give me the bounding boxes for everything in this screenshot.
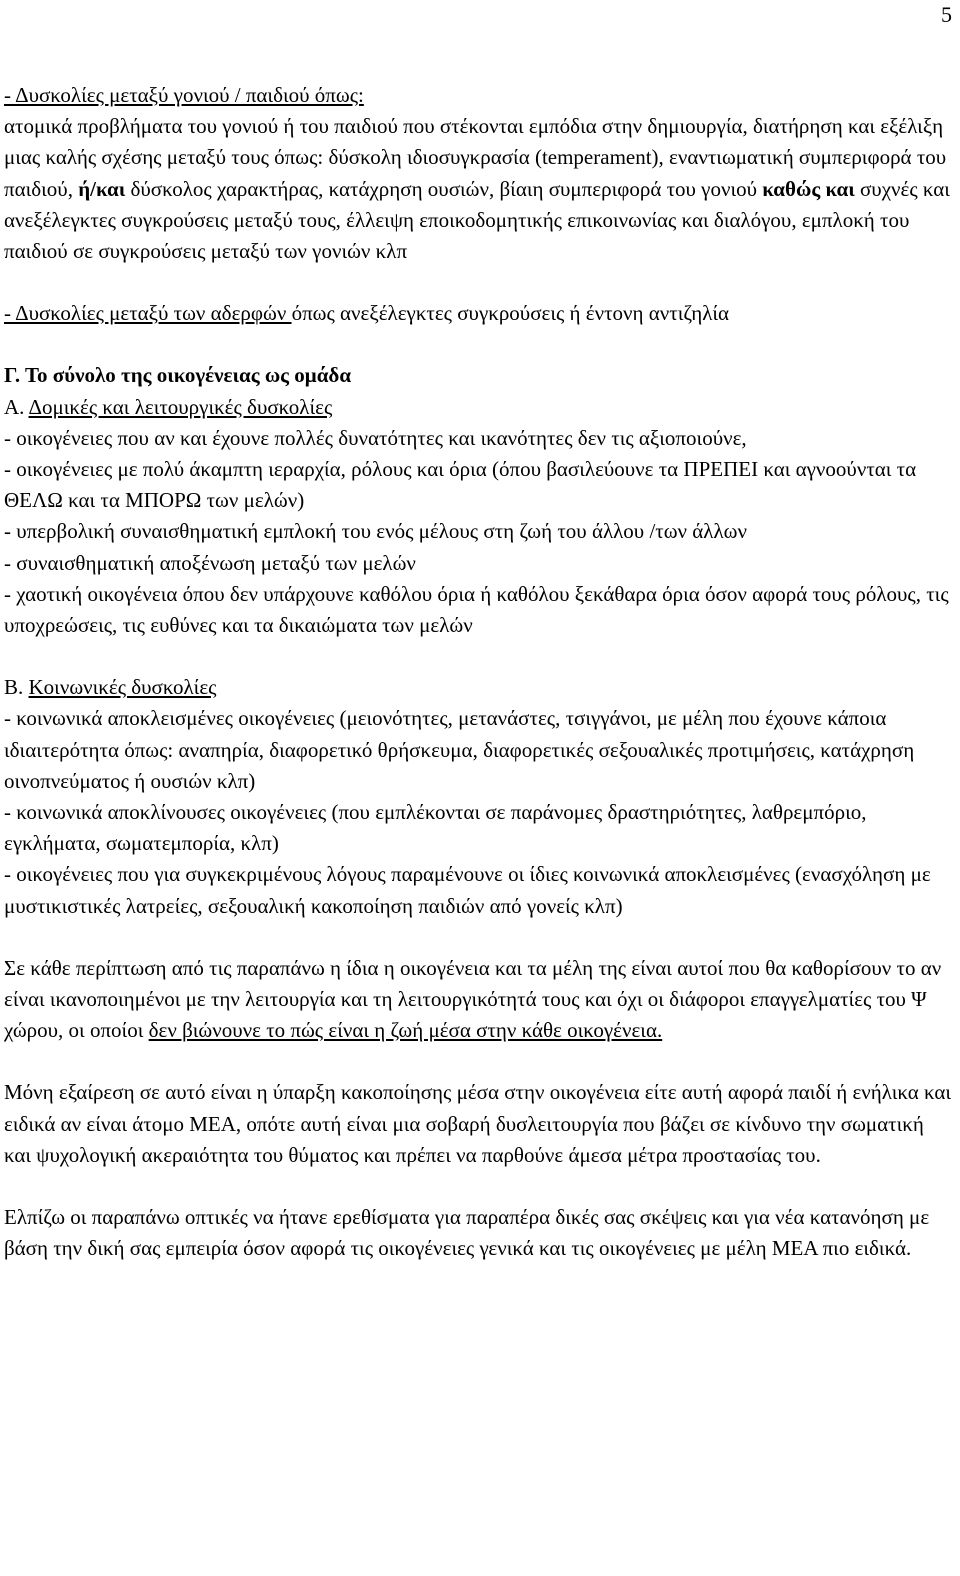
- siblings-paragraph: [4, 298, 956, 329]
- parent-child-bold-1: ή/και: [78, 176, 126, 201]
- parent-child-text-1: ατομικά προβλήματα του γονιού ή του παιδιού που στέκονται εμπόδια στην δημιουργία, διατήρηση και εξέλιξη μιας καλής σχέσης μεταξύ τους όπως: δύσκολη ιδιοσυγκρασία (temperament), εναντιωματική συμπεριφορά του παιδιού,: [4, 114, 947, 201]
- parent-child-bold-2: καθώς και: [762, 176, 855, 201]
- sub-b-prefix: Β.: [4, 675, 29, 700]
- parent-child-heading: - Δυσκολίες μεταξύ γονιού / παιδιού όπως:: [4, 83, 364, 107]
- conclusion-underlined: δεν βιώνουνε το πώς είναι η ζωή μέσα στην κάθε οικογένεια.: [148, 1018, 663, 1043]
- list-item-b: - κοινωνικά αποκλεισμένες οικογένειες (μειονότητες, μετανάστες, τσιγγάνοι, με μέλη που έχουνε κάποια ιδιαιτερότητα όπως: αναπηρία, διαφορετικό θρήσκευμα, διαφορετικές σεξουαλικές προτιμήσεις, κατάχρηση οινοπνεύματος ή ουσιών κλπ): [4, 706, 915, 793]
- sub-b-heading: [4, 672, 956, 703]
- exception-paragraph: Μόνη εξαίρεση σε αυτό είναι η ύπαρξη κακοποίησης μέσα στην οικογένεια είτε αυτή αφορά παιδί ή ενήλικα και ειδικά αν είναι άτομο ΜΕΑ, οπότε αυτή είναι μια σοβαρή δυσλειτουργία που βάζει σε κίνδυνο την σωματική και ψυχολογική ακεραιότητα του θύματος και πρέπει να παρθούνε άμεσα μέτρα προστασίας του.: [4, 1080, 952, 1167]
- siblings-heading: - Δυσκολίες μεταξύ των αδερφών: [4, 301, 292, 326]
- list-item-b: - κοινωνικά αποκλίνουσες οικογένειες (που εμπλέκονται σε παράνομες δραστηριότητες, λαθρεμπόριο, εγκλήματα, σωματεμπορία, κλπ): [4, 800, 867, 856]
- page-number: 5: [941, 2, 952, 27]
- sub-a-prefix: Α.: [4, 394, 29, 419]
- conclusion-text: Σε κάθε περίπτωση από τις παραπάνω η ίδια η οικογένεια και τα μέλη της είναι αυτοί που θα καθορίσουν το αν είναι ικανοποιημένοι με την λειτουργία και τη λειτουργικότητά τους και όχι οι διάφοροι επαγγελματίες του Ψ χώρου, οι οποίοι: [4, 955, 942, 1043]
- closing-paragraph: Ελπίζω οι παραπάνω οπτικές να ήτανε ερεθίσματα για παραπέρα δικές σας σκέψεις και για νέα κατανόηση με βάση την δική σας εμπειρία όσον αφορά τις οικογένειες γενικά και τις οικογένειες με μέλη ΜΕΑ πιο ειδικά.: [4, 1205, 930, 1261]
- siblings-text: όπως ανεξέλεγκτες συγκρούσεις ή έντονη αντιζηλία: [291, 301, 730, 326]
- list-item-a: - συναισθηματική αποξένωση μεταξύ των μελών: [4, 550, 416, 575]
- list-item-a: - οικογένειες που αν και έχουνε πολλές δυνατότητες και ικανότητες δεν τις αξιοποιούνε,: [4, 425, 747, 450]
- section-g-title: Γ. Το σύνολο της οικογένειας ως ομάδα: [4, 363, 352, 388]
- document-body: [4, 80, 956, 1265]
- conclusion-paragraph: [4, 953, 956, 1047]
- parent-child-text-3: συχνές και ανεξέλεγκτες συγκρούσεις μεταξύ τους, έλλειψη εποικοδομητικής επικοινωνίας και διαλόγου, εμπλοκή του παιδιού σε συγκρούσεις μεταξύ των γονιών κλπ: [4, 176, 950, 264]
- list-item-a: - οικογένειες με πολύ άκαμπτη ιεραρχία, ρόλους και όρια (όπου βασιλεύουνε τα ΠΡΕΠΕΙ και αγνοούνται τα ΘΕΛΩ και τα ΜΠΟΡΩ των μελών): [4, 457, 917, 513]
- sub-b-title: Κοινωνικές δυσκολίες: [28, 675, 217, 700]
- sub-a-heading: [4, 392, 956, 423]
- list-item-b: - οικογένειες που για συγκεκριμένους λόγους παραμένουνε οι ίδιες κοινωνικά αποκλεισμένες (ενασχόληση με μυστικιστικές λατρείες, σεξουαλική κακοποίηση παιδιών από γονείς κλπ): [4, 862, 931, 918]
- parent-child-paragraph: [4, 80, 956, 267]
- list-item-a: - χαοτική οικογένεια όπου δεν υπάρχουνε καθόλου όρια ή καθόλου ξεκάθαρα όρια όσον αφορά τους ρόλους, τις υποχρεώσεις, τις ευθύνες και τα δικαιώματα των μελών: [4, 581, 949, 638]
- parent-child-text-2: δύσκολος χαρακτήρας, κατάχρηση ουσιών, βίαιη συμπεριφορά του γονιού: [130, 176, 757, 201]
- list-item-a: - υπερβολική συναισθηματική εμπλοκή του ενός μέλους στη ζωή του άλλου /των άλλων: [4, 519, 747, 544]
- sub-a-title: Δομικές και λειτουργικές δυσκολίες: [28, 394, 333, 419]
